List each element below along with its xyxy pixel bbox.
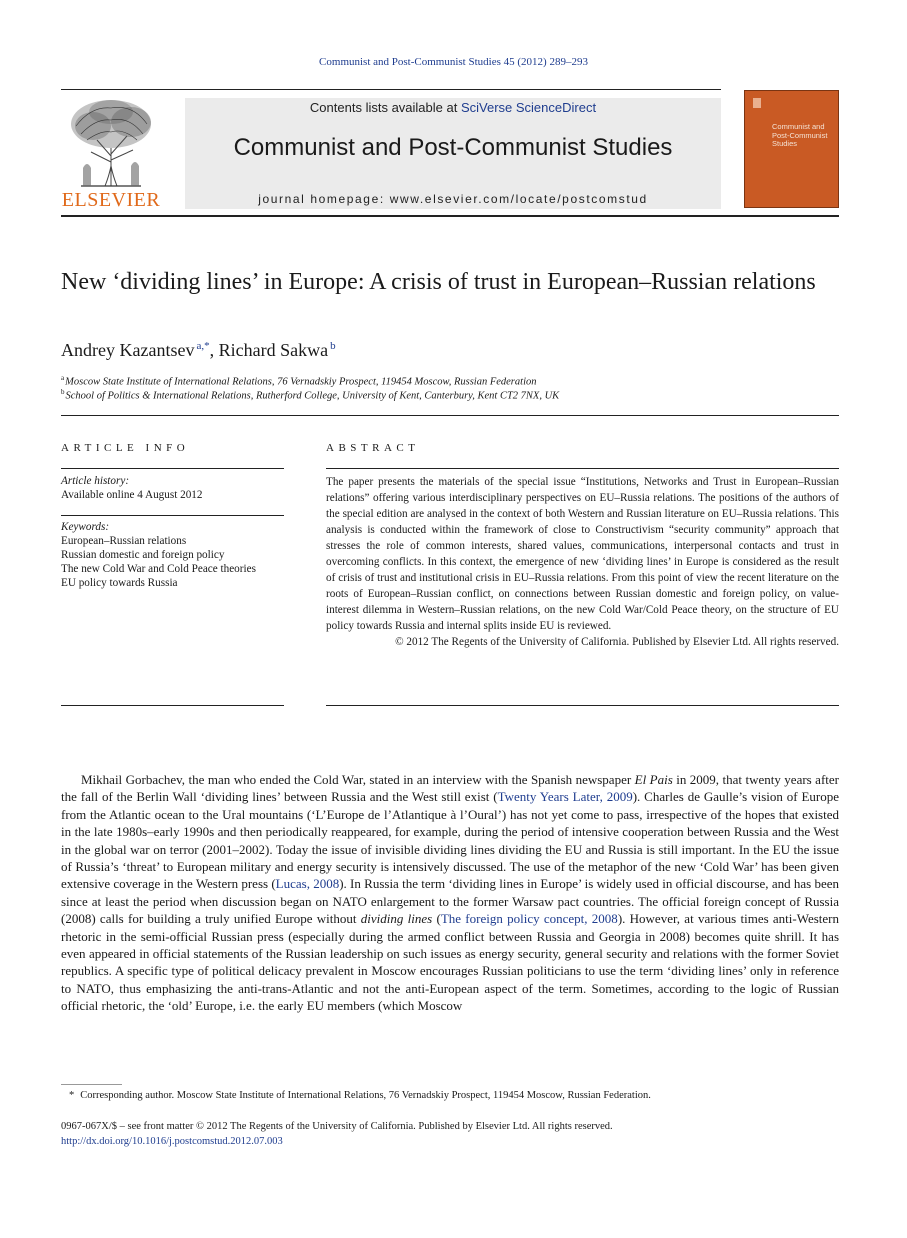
abstract-text: The paper presents the materials of the special issue “Institutions, Networks and Trust in European–Russian relations” offering various interdisciplinary perspectives on EU–Russia relations. The positions of the authors of the special edition are analysed in the context of both Western and Russian literature on EU–Russia relations. This analysis is conducted within the framework of close to Constructivism “security community” approach that stresses the role of common interests, shared values, communications, interpersonal contacts and trust in overcoming conflicts. In this context, the emergence of new ‘dividing lines’ in Europe is considered as the result of crisis of trust and institutional crisis in EU–Russia relations. From this point of view the recent literature on the roots of European–Russian conflict, on connections between Russian domestic and foreign policy, on value-interest dilemma in Western–Russian relations, on the new Cold War/Cold Peace theory, on the structure of EU policy towards Russia and internal splits inside EU is reviewed. [326,476,839,632]
journal-header-box [185,98,721,209]
body-italic-run: El Pais [634,772,673,787]
article-history [61,474,284,502]
article-info-heading: ARTICLE INFO [61,442,190,454]
affiliation-mark: b [61,388,65,396]
body-italic-run: dividing lines [360,911,433,927]
abstract-copyright: © 2012 The Regents of the University of California. Published by Elsevier Ltd. All rights reserved. [395,636,839,648]
header-bottom-rule [61,215,839,217]
body-text-run: Mikhail Gorbachev, the man who ended the Cold War, stated in an interview with the Spanish newspaper [81,772,635,787]
body-text [61,771,839,1015]
publisher-wordmark: ELSEVIER [61,189,161,211]
author-name[interactable]: Richard Sakwa [218,340,329,360]
abstract-block [326,474,839,650]
body-text-run: ). Charles de Gaulle’s vision of Europe from the Atlantic ocean to the Ural mountains (‘L’Europe de l’Atlantique à l’Oural’) has not yet come to pass, irrespective of the hopes that existed in the late 1980s–early 1990s and then periodically reappeared, for example, during the period of intensive cooperation between Russia and the West in the global war on terror (2001–2002). Today the issue of invisible dividing lines dividing the EU and Russia is still important. In the EU the issue of Russia’s ‘threat’ to European military and energy security is intensively discussed. The use of the metaphor of the new ‘Cold War’ has been given extensive coverage in the Western press ( [61,789,839,892]
author-name[interactable]: Andrey Kazantsev [61,340,195,360]
cover-title: Communist and Post-Communist Studies [772,122,828,148]
body-text-run: ). In Russia the term ‘dividing lines in Europe’ is widely used in official discourse, and has been since at least the period when discussion began on NATO enlargement to the former Warsaw pact countries. The official foreign concept of Russia (2008) calls for building a truly unified Europe without [61,876,839,927]
keyword: EU policy towards Russia [61,577,178,589]
keyword: European–Russian relations [61,535,187,547]
footnote-text: Corresponding author. Moscow State Institute of International Relations, 76 Vernadskiy Prospect, 119454 Moscow, Russian Federation. [80,1090,651,1101]
cover-logo-icon [753,98,761,108]
article-info-rule [61,468,284,469]
body-paragraph [61,771,839,1015]
keyword: The new Cold War and Cold Peace theories [61,563,256,575]
footnote-rule [61,1084,122,1085]
affiliation-text: Moscow State Institute of International Relations, 76 Vernadskiy Prospect, 119454 Moscow, Russian Federation [65,376,537,388]
contents-prefix: Contents lists available at [309,100,461,115]
abstract-rule [326,468,839,469]
keywords-label: Keywords: [61,521,110,533]
elsevier-tree-icon [61,96,161,188]
contents-line [185,100,721,115]
history-label: Article history: [61,475,130,487]
body-text-run: ( [432,911,441,927]
author-separator: , [209,340,219,360]
journal-title: Communist and Post-Communist Studies [233,134,673,161]
abstract-bottom-rule [326,705,839,706]
affiliation [61,388,559,402]
affiliation-text: School of Politics & International Relations, Rutherford College, University of Kent, Canterbury, Kent CT2 7NX, UK [65,390,560,402]
doi-link[interactable]: http://dx.doi.org/10.1016/j.postcomstud.2012.07.003 [61,1136,283,1147]
footnote [61,1090,839,1101]
header-top-rule [61,89,721,90]
affiliation [61,374,536,388]
article-info-bottom-rule [61,705,284,706]
issn-line: 0967-067X/$ – see front matter © 2012 The Regents of the University of California. Published by Elsevier Ltd. All rights reserved. [61,1121,613,1132]
citation-link[interactable]: Lucas, 2008 [275,876,340,892]
keywords-rule [61,515,284,516]
author-marks[interactable]: b [330,340,336,352]
journal-cover[interactable] [744,90,839,208]
journal-reference[interactable]: Communist and Post-Communist Studies 45 (2012) 289–293 [319,56,588,68]
abstract-heading: ABSTRACT [326,442,420,454]
affiliation-mark: a [61,374,65,382]
keywords-block [61,520,284,590]
history-value: Available online 4 August 2012 [61,489,203,501]
footnote-mark: * [69,1090,75,1101]
author-marks[interactable]: a,* [196,340,210,352]
author-list [61,340,336,361]
journal-homepage[interactable]: journal homepage: www.elsevier.com/locate/postcomstud [258,192,648,206]
article-title: New ‘dividing lines’ in Europe: A crisis of trust in European–Russian relations [61,269,816,295]
elsevier-logo [61,96,161,212]
body-text-run: ). However, at various times anti-Western rhetoric in the semi-official Russian press (especially during the armed conflict between Russia and Georgia in 2008) becomes quite shrill. It has even appeared in official statements of the Russian leadership on such issues as energy security, general security and relations with the former Soviet republics. A specific type of political delicacy prevalent in Moscow encourages Russian politicians to use the term ‘dividing lines’ only in reference to NATO, thus emphasizing the anti-trans-Atlantic and not the anti-European aspect of the term. Sometimes, according to the logic of Russian official rhetoric, the ‘old’ Europe, i.e. the early EU members (which Moscow [61,911,839,1014]
affiliation-rule [61,415,839,416]
body-text-run: in 2009, that twenty years after the fall of the Berlin Wall ‘dividing lines’ between Russia and the West still exist ( [61,772,839,805]
keyword: Russian domestic and foreign policy [61,549,225,561]
citation-link[interactable]: The foreign policy concept, 2008 [440,911,618,927]
sciverse-link[interactable]: SciVerse ScienceDirect [460,100,597,115]
citation-link[interactable]: Twenty Years Later, 2009 [497,789,633,805]
